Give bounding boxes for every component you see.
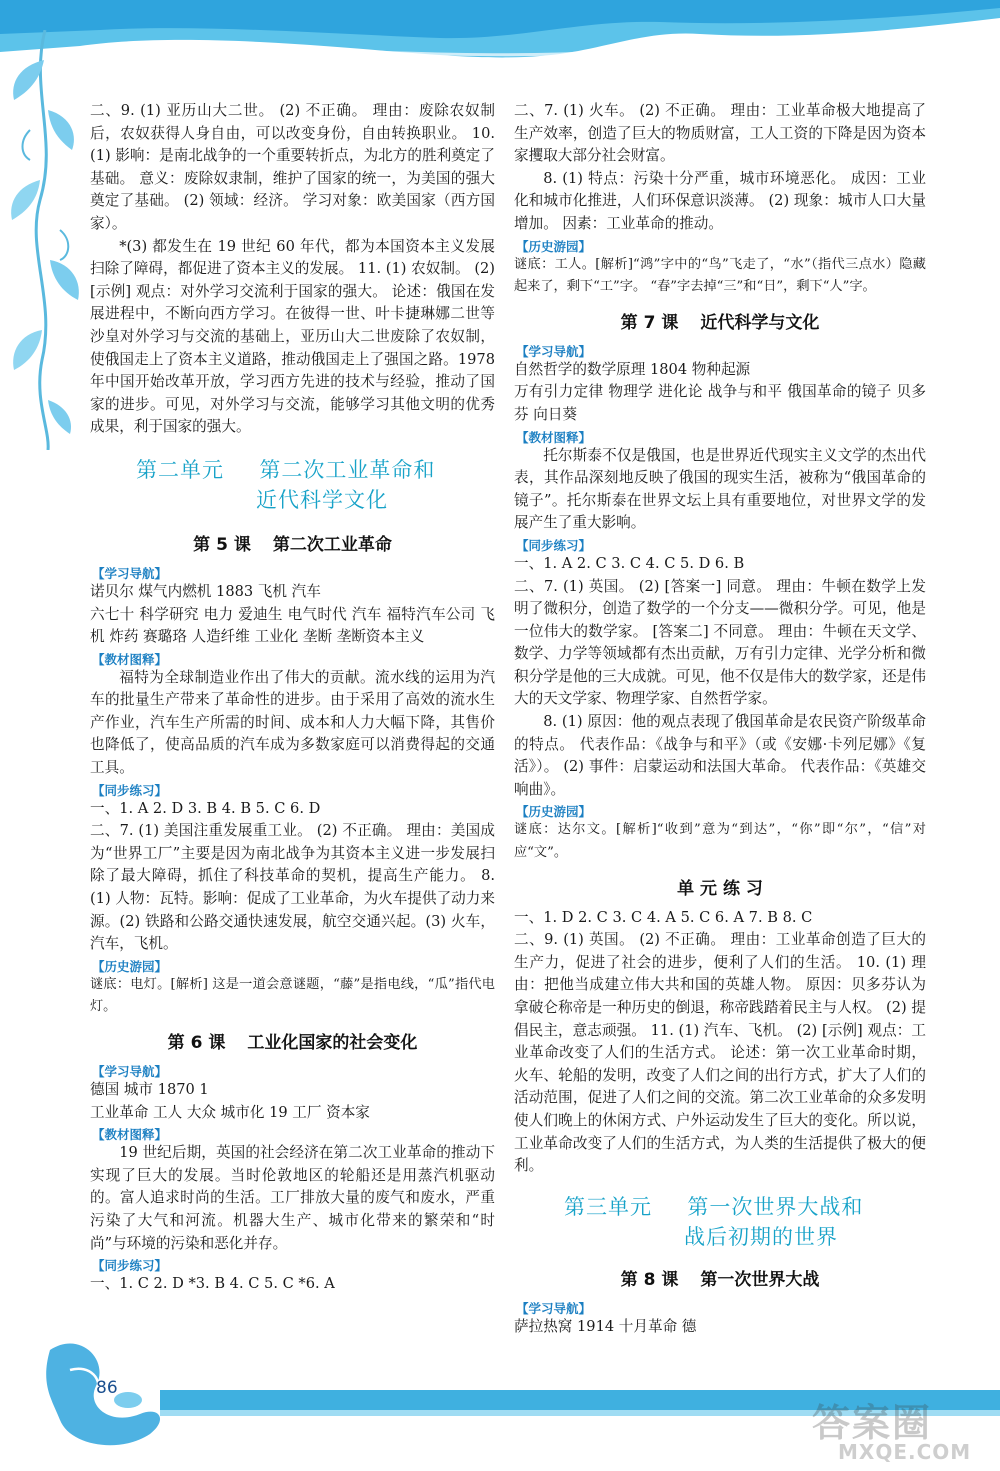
right-column: [514, 100, 926, 1338]
textbook-figure-tag: 【 教材图释 】: [90, 652, 167, 668]
answer-block: 二、7. (1) 火车。 (2) 不正确。 理由：工业革命极大地提高了生产效率，创造了巨大的物质财富，工人工资的下降是因为资本家攫取大部分社会财富。: [514, 102, 926, 165]
unit-title-line1: 第二次工业革命和: [259, 457, 436, 482]
keyword-line: 万有引力定律 物理学 进化论 战争与和平 俄国革命的镜子 贝多芬 向日葵: [514, 383, 926, 423]
lesson-name: 近代科学与文化: [700, 312, 820, 333]
answer-block: *(3) 都发生在 19 世纪 60 年代，都为本国资本主义发展扫除了障碍，都促进了资本主义的发展。 11. (1) 农奴制。 (2) [示例] 观点：对外学习交流利于国家的强大。 论述：俄国在发展进程中，不断向西方学习。在彼得一世、叶卡捷琳娜二世等沙皇对外学习与交流的基础上，亚历山大二世废除了农奴制，使俄国走上了资本主义道路，推动俄国走上了强国之路。1978 年中国开始改革开放，学习西方先进的技术与经验，推动了国家的进步。可见，对外学习与交流，能够学习其他文明的优秀成果，利于国家的强大。: [90, 237, 495, 436]
answer-block: 二、7. (1) 英国。 (2) [答案一] 同意。 理由：牛顿在数学上发明了微积分，创造了数学的一个分支——微积分学。可见，他是一位伟大的数学家。 [答案二] 不同意。 理由：牛顿在天文学、数学、力学等领域都有杰出贡献，万有引力定律、光学分析和微积分学是他的三大成就。可见，他不仅是伟大的数学家，还是伟大的天文学家、物理学家、自然哲学家。: [514, 577, 926, 708]
keyword-line: 自然哲学的数学原理 1804 物种起源: [514, 360, 751, 378]
lesson-number: 第 6 课: [167, 1033, 226, 1053]
riddle-answer: 谜底：达尔文。[解析]“收到”意为“到达”，“你”即“尔”，“信”对应“文”。: [514, 822, 926, 861]
learning-guide-tag: 【 学习导航 】: [514, 1301, 591, 1317]
unit-2-title: [90, 455, 495, 485]
figure-explanation: 19 世纪后期，英国的社会经济在第二次工业革命的推动下实现了巨大的发展。当时伦敦地区的轮船还是用蒸汽机驱动的。富人追求时尚的生活。工厂排放大量的废气和废水，严重污染了大气和河流。机器大生产、城市化带来的繁荣和“时尚”与环境的污染和恶化并存。: [90, 1144, 495, 1252]
page-number: 86: [96, 1378, 118, 1398]
riddle-answer: 谜底：电灯。[解析] 这是一道会意谜题，“藤”是指电线，“瓜”指代电灯。: [90, 976, 495, 1015]
unit-label: 第三单元: [564, 1194, 652, 1219]
answer-block: 8. (1) 特点：污染十分严重，城市环境恶化。 成因：工业化和城市化推进，人们环保意识淡薄。 (2) 现象：城市人口大量增加。 因素：工业革命的推动。: [514, 169, 926, 232]
answer-line: 一、1. A 2. D 3. B 4. B 5. C 6. D: [90, 799, 321, 817]
textbook-figure-tag: 【 教材图释 】: [90, 1127, 167, 1143]
history-garden-tag: 【 历史游园 】: [90, 959, 167, 975]
figure-explanation: 托尔斯泰不仅是俄国，也是世界近代现实主义文学的杰出代表，其作品深刻地反映了俄国的现实生活，被称为“俄国革命的镜子”。托尔斯泰在世界文坛上具有重要地位，对世界文学的发展产生了重大影响。: [514, 446, 926, 532]
unit-3-title: [514, 1192, 926, 1222]
keyword-line: 萨拉热窝 1914 十月革命 德: [514, 1317, 697, 1335]
practice-tag: 【 同步练习 】: [514, 538, 591, 554]
practice-tag: 【 同步练习 】: [90, 783, 167, 799]
lesson-name: 工业化国家的社会变化: [247, 1033, 418, 1053]
unit-title-line1: 第一次世界大战和: [687, 1194, 864, 1219]
keyword-line: 德国 城市 1870 1: [90, 1081, 209, 1098]
lesson-name: 第二次工业革命: [272, 534, 392, 555]
lesson-7-title: [514, 311, 926, 335]
top-banner-decoration: [0, 0, 1000, 110]
lesson-8-title: [514, 1268, 926, 1292]
answer-line: 一、1. C 2. D *3. B 4. C 5. C *6. A: [90, 1275, 335, 1293]
history-garden-tag: 【 历史游园 】: [514, 239, 591, 255]
answer-line: 一、1. A 2. C 3. C 4. C 5. D 6. B: [514, 554, 745, 572]
left-column: [90, 100, 495, 1296]
learning-guide-tag: 【 学习导航 】: [90, 566, 167, 582]
practice-tag: 【 同步练习 】: [90, 1258, 167, 1274]
lesson-number: 第 8 课: [620, 1269, 679, 1290]
unit-3-title-line2: 战后初期的世界: [684, 1224, 838, 1249]
lesson-number: 第 7 课: [620, 312, 679, 333]
lesson-6-title: [90, 1031, 495, 1055]
answer-block: 二、7. (1) 美国注重发展重工业。 (2) 不正确。 理由：美国成为“世界工厂”主要是因为南北战争为其资本主义进一步发展扫除了最大障碍，抓住了科技革命的契机，提高生产能力。 8. (1) 人物：瓦特。影响：促成了工业革命，为火车提供了动力来源。(2) 铁路和公路交通快速发展，航空交通兴起。(3) 火车，汽车，飞机。: [90, 822, 495, 953]
unit-practice-title: 单 元 练 习: [677, 878, 763, 899]
watermark-url: MXQE.COM: [838, 1440, 972, 1464]
learning-guide-tag: 【 学习导航 】: [514, 344, 591, 360]
figure-explanation: 福特为全球制造业作出了伟大的贡献。流水线的运用为汽车的批量生产带来了革命性的进步。由于采用了高效的流水生产作业，汽车生产所需的时间、成本和人力大幅下降，其售价也降低了，使高品质的汽车成为多数家庭可以消费得起的交通工具。: [90, 668, 495, 777]
answer-line: 一、1. D 2. C 3. C 4. A 5. C 6. A 7. B 8. C: [514, 908, 813, 926]
answer-block: 二、9. (1) 亚历山大二世。 (2) 不正确。 理由：废除农奴制后，农奴获得人身自由，可以改变身份，自由转换职业。 10. (1) 影响：是南北战争的一个重要转折点，为北方的胜利奠定了基础。 意义：废除奴隶制，维护了国家的统一，为美国的强大奠定了基础。 (2) 领域：经济。 学习对象：欧美国家（西方国家）。: [90, 102, 495, 232]
unit-label: 第二单元: [136, 457, 224, 482]
learning-guide-tag: 【 学习导航 】: [90, 1064, 167, 1080]
watermark-logo: 答案圈: [812, 1401, 933, 1445]
keyword-line: 六七十 科学研究 电力 爱迪生 电气时代 汽车 福特汽车公司 飞机 炸药 赛璐珞 人造纤维 工业化 垄断 垄断资本主义: [90, 605, 495, 646]
textbook-figure-tag: 【 教材图释 】: [514, 430, 591, 446]
riddle-answer: 谜底：工人。[解析]“鸿”字中的“鸟”飞走了，“水”（指代三点水）隐藏起来了，剩下“工”字。 “春”字去掉“三”和“日”，剩下“人”字。: [514, 256, 926, 295]
answer-block: 二、9. (1) 英国。 (2) 不正确。 理由：工业革命创造了巨大的生产力，促进了社会的进步，便利了人们的生活。 10. (1) 理由：把他当成建立伟大共和国的英雄人物。 原因：贝多芬认为拿破仑称帝是一种历史的倒退，称帝践踏着民主与人权。 (2) 提倡民主，意志顽强。 11. (1) 汽车、飞机。 (2) [示例] 观点：工业革命改变了人们的生活方式。 论述：第一次工业革命时期，火车、轮船的发明，改变了人们之间的出行方式，扩大了人们的活动范围，促进了人们之间的交流。第二次工业革命的众多发明使人们晚上的休闲方式、户外运动发生了巨大的变化。所以说，工业革命改变了人们的生活方式，为人类的生活提供了极大的便利。: [514, 931, 926, 1175]
keyword-line: 工业革命 工人 大众 城市化 19 工厂 资本家: [90, 1103, 370, 1121]
keyword-line: 诺贝尔 煤气内燃机 1883 飞机 汽车: [90, 582, 321, 600]
lesson-5-title: [90, 533, 495, 557]
lesson-name: 第一次世界大战: [700, 1269, 820, 1290]
unit-2-title-line2: 近代科学文化: [256, 487, 388, 512]
answer-block: 8. (1) 原因：他的观点表现了俄国革命是农民资产阶级革命的特点。 代表作品：《战争与和平》（或《安娜·卡列尼娜》《复活》）。 (2) 事件：启蒙运动和法国大革命。 代表作品：《英雄交响曲》。: [514, 713, 926, 798]
history-garden-tag: 【 历史游园 】: [514, 804, 591, 820]
lesson-number: 第 5 课: [193, 534, 251, 555]
vine-decoration: [0, 30, 90, 450]
